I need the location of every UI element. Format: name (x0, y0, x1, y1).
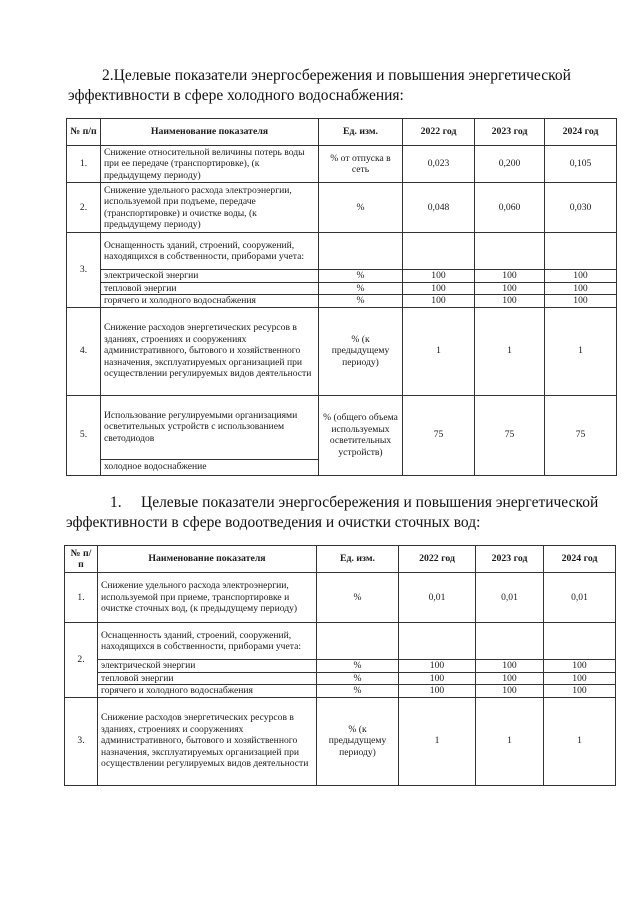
row-2024: 1 (545, 307, 617, 395)
section-1-title-line-2: эффективности в сфере водоотведения и очистки сточных вод: (66, 514, 481, 531)
subrow-2022: 100 (403, 282, 475, 295)
subrow-name: холодное водоснабжение (101, 459, 319, 475)
subrow-name: горячего и холодного водоснабжения (98, 685, 317, 698)
row-2022: 75 (403, 395, 475, 475)
subrow-2024: 100 (545, 270, 617, 283)
table-row (67, 146, 617, 183)
subrow-2024: 100 (545, 282, 617, 295)
subrow-unit: % (317, 660, 399, 673)
subrow-2022: 100 (399, 672, 476, 685)
section-1-title-line-1: 1. Целевые показатели энергосбережения и повышения энергетической (110, 494, 599, 511)
subrow-unit: % (317, 685, 399, 698)
row-name: Снижение расходов энергетических ресурсов в зданиях, строениях и сооружениях административного, бытового и хозяйственного назначения, эксплуатируемых организацией при осуществлении регулируемых видов деятельности (98, 697, 317, 785)
subrow-2022: 100 (403, 270, 475, 283)
header-unit: Ед. изм. (317, 546, 399, 573)
empty-cell (476, 623, 544, 660)
row-2024: 0,030 (545, 183, 617, 233)
table-row (67, 307, 617, 395)
subrow-name: горячего и холодного водоснабжения (101, 295, 319, 308)
row-2024: 75 (545, 395, 617, 475)
row-name: Снижение удельного расхода электроэнергии, используемой при приеме, транспортировке и очистке сточных вод, (к предыдущему периоду) (98, 573, 317, 623)
subrow-2023: 100 (476, 672, 544, 685)
table-subrow (67, 295, 617, 308)
subrow-2024: 100 (545, 295, 617, 308)
subrow-2022: 100 (399, 660, 476, 673)
subrow-2023: 100 (476, 685, 544, 698)
row-num: 2. (67, 183, 101, 233)
table-subrow (65, 672, 616, 685)
row-unit: % (к предыдущему периоду) (317, 697, 399, 785)
row-num: 4. (67, 307, 101, 395)
section-1-heading (66, 493, 598, 533)
subrow-2024: 100 (544, 672, 616, 685)
subrow-name: электрической энергии (98, 660, 317, 673)
row-2022: 0,048 (403, 183, 475, 233)
row-2024: 0,01 (544, 573, 616, 623)
row-2024: 0,105 (545, 146, 617, 183)
header-2024: 2024 год (545, 119, 617, 146)
empty-cell (545, 233, 617, 270)
subrow-unit: % (319, 282, 403, 295)
table-row (65, 697, 616, 785)
table-wastewater (64, 545, 616, 786)
row-2023: 1 (475, 307, 545, 395)
row-2022: 1 (403, 307, 475, 395)
header-num: № п/п (67, 119, 101, 146)
row-unit: % (к предыдущему периоду) (319, 307, 403, 395)
row-name: Снижение удельного расхода электроэнергии, используемой при подъеме, передаче (транспортировке) и очистке воды, (к предыдущему периоду) (101, 183, 319, 233)
row-2023: 0,200 (475, 146, 545, 183)
empty-cell (317, 623, 399, 660)
subrow-unit: % (319, 270, 403, 283)
subrow-unit: % (317, 672, 399, 685)
header-2023: 2023 год (475, 119, 545, 146)
section-2-title-line-1: 2.Целевые показатели энергосбережения и повышения энергетической (102, 67, 571, 84)
subrow-name: тепловой энергии (101, 282, 319, 295)
row-name: Оснащенность зданий, строений, сооружений, находящихся в собственности, приборами учета: (98, 623, 317, 660)
row-num: 3. (67, 233, 101, 308)
row-name: Снижение расходов энергетических ресурсов в зданиях, строениях и сооружениях административного, бытового и хозяйственного назначения, эксплуатируемых организацией при осуществлении регулируемых видов деятельности (101, 307, 319, 395)
table-row (67, 183, 617, 233)
row-name: Использование регулируемыми организациями осветительных устройств с использованием светодиодов (101, 395, 319, 459)
table-row (65, 573, 616, 623)
row-num: 2. (65, 623, 98, 698)
subrow-2024: 100 (544, 685, 616, 698)
header-name: Наименование показателя (101, 119, 319, 146)
row-unit: % от отпуска в сеть (319, 146, 403, 183)
header-2023: 2023 год (476, 546, 544, 573)
header-2022: 2022 год (399, 546, 476, 573)
row-2022: 0,023 (403, 146, 475, 183)
table-row (65, 623, 616, 660)
row-name: Снижение относительной величины потерь воды при ее передаче (транспортировке), (к предыдущему периоду) (101, 146, 319, 183)
row-unit: % (317, 573, 399, 623)
row-2023: 1 (476, 697, 544, 785)
section-2-heading (68, 66, 571, 106)
subrow-2024: 100 (544, 660, 616, 673)
section-2-title-line-2: эффективности в сфере холодного водоснабжения: (68, 87, 404, 104)
table-subrow (67, 282, 617, 295)
header-2022: 2022 год (403, 119, 475, 146)
subrow-2022: 100 (399, 685, 476, 698)
row-unit: % (319, 183, 403, 233)
table-header-row (67, 119, 617, 146)
row-2023: 75 (475, 395, 545, 475)
table-row (67, 395, 617, 459)
header-num: № п/п (65, 546, 98, 573)
header-unit: Ед. изм. (319, 119, 403, 146)
row-2024: 1 (544, 697, 616, 785)
empty-cell (475, 233, 545, 270)
row-name: Оснащенность зданий, строений, сооружений, находящихся в собственности, приборами учета: (101, 233, 319, 270)
subrow-2023: 100 (476, 660, 544, 673)
table-cold-water-supply (66, 118, 617, 476)
table-subrow (65, 685, 616, 698)
subrow-2023: 100 (475, 295, 545, 308)
row-num: 1. (67, 146, 101, 183)
subrow-name: электрической энергии (101, 270, 319, 283)
subrow-name: тепловой энергии (98, 672, 317, 685)
row-2023: 0,01 (476, 573, 544, 623)
table-subrow (65, 660, 616, 673)
header-name: Наименование показателя (98, 546, 317, 573)
empty-cell (403, 233, 475, 270)
row-unit: % (общего объема используемых осветительных устройств) (319, 395, 403, 475)
row-num: 5. (67, 395, 101, 475)
row-2023: 0,060 (475, 183, 545, 233)
empty-cell (399, 623, 476, 660)
subrow-2022: 100 (403, 295, 475, 308)
row-2022: 0,01 (399, 573, 476, 623)
table-header-row (65, 546, 616, 573)
empty-cell (319, 233, 403, 270)
table-row (67, 233, 617, 270)
empty-cell (544, 623, 616, 660)
subrow-unit: % (319, 295, 403, 308)
subrow-2023: 100 (475, 270, 545, 283)
row-2022: 1 (399, 697, 476, 785)
row-num: 3. (65, 697, 98, 785)
header-2024: 2024 год (544, 546, 616, 573)
subrow-2023: 100 (475, 282, 545, 295)
row-num: 1. (65, 573, 98, 623)
table-subrow (67, 270, 617, 283)
